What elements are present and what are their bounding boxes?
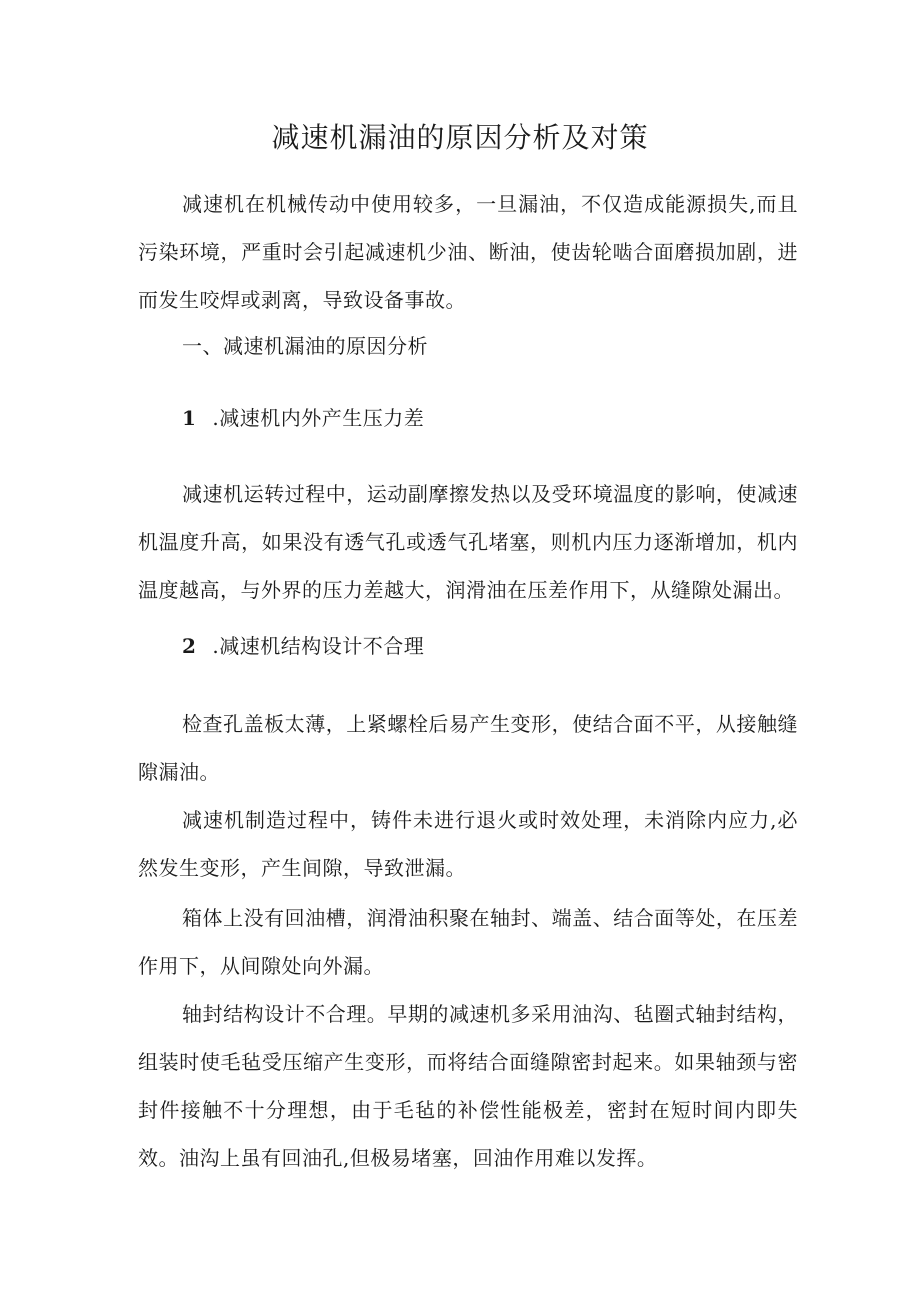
subheading-number: 1 <box>182 406 197 430</box>
paragraph-shaft-seal: 轴封结构设计不合理。早期的减速机多采用油沟、毡圈式轴封结构，组装时使毛毡受压缩产生变形，而将结合面缝隙密封起来。如果轴颈与密封件接触不十分理想，由于毛毡的补偿性能极差，密封在短时间内即失效。油沟上虽有回油孔,但极易堵塞，回油作用难以发挥。 <box>138 1002 798 1170</box>
subheading-text: .减速机结构设计不合理 <box>212 634 425 658</box>
document-title: 减速机漏油的原因分析及对策 <box>271 121 649 154</box>
intro-paragraph: 减速机在机械传动中使用较多，一旦漏油，不仅造成能源损失,而且污染环境，严重时会引起减速机少油、断油，使齿轮啮合面磨损加剧，进而发生咬焊或剥离，导致设备事故。 <box>138 192 798 312</box>
section-heading-cause-analysis: 一、减速机漏油的原因分析 <box>182 334 428 358</box>
subheading-text: .减速机内外产生压力差 <box>212 406 425 430</box>
paragraph-oil-return-groove: 箱体上没有回油槽，润滑油积聚在轴封、端盖、结合面等处，在压差作用下，从间隙处向外漏。 <box>138 906 798 978</box>
subheading-structure-design <box>182 622 424 670</box>
paragraph-cover-plate: 检查孔盖板太薄，上紧螺栓后易产生变形，使结合面不平，从接触缝隙漏油。 <box>138 712 798 784</box>
subheading-pressure-difference <box>182 394 424 442</box>
paragraph-casting-stress: 减速机制造过程中，铸件未进行退火或时效处理，未消除内应力,必然发生变形，产生间隙，导致泄漏。 <box>138 808 798 880</box>
paragraph-pressure-difference: 减速机运转过程中，运动副摩擦发热以及受环境温度的影响，使减速机温度升高，如果没有透气孔或透气孔堵塞，则机内压力逐渐增加，机内温度越高，与外界的压力差越大，润滑油在压差作用下，从缝隙处漏出。 <box>138 482 798 602</box>
subheading-number: 2 <box>182 634 197 658</box>
